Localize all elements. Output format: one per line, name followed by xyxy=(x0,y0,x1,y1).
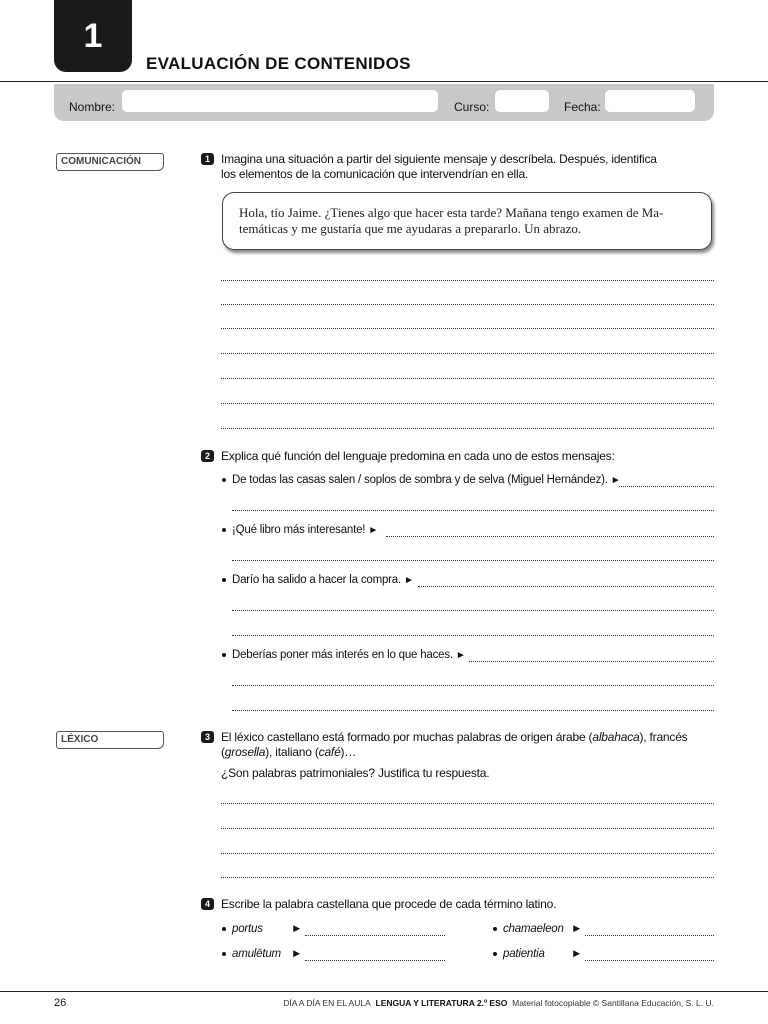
answer-line[interactable] xyxy=(232,635,714,636)
q4-term-2 xyxy=(222,948,281,960)
footer-copyright: Material fotocopiable © Santillana Educación, S. L. U. xyxy=(512,998,714,1008)
q3-example-albahaca: albahaca xyxy=(592,730,640,744)
answer-line[interactable] xyxy=(418,586,714,587)
q3-example-grosella: grosella xyxy=(224,745,266,759)
bullet-icon xyxy=(222,478,226,482)
answer-line[interactable] xyxy=(221,428,714,429)
answer-line[interactable] xyxy=(386,536,714,537)
question-2-number: 2 xyxy=(201,450,214,462)
header-divider xyxy=(0,81,768,82)
arrow-icon: ► xyxy=(368,525,379,536)
bullet-icon xyxy=(222,952,226,956)
answer-line[interactable] xyxy=(232,685,714,686)
date-label: Fecha: xyxy=(564,100,601,114)
q4-term-3 xyxy=(493,923,564,935)
q3-example-cafe: café xyxy=(318,745,341,759)
bullet-icon xyxy=(493,952,497,956)
footer-divider xyxy=(0,991,768,992)
latin-term: portus xyxy=(232,923,263,935)
answer-line[interactable] xyxy=(232,610,714,611)
question-1-number: 1 xyxy=(201,153,214,165)
q2-item-1 xyxy=(222,474,620,486)
question-4-number: 4 xyxy=(201,898,214,910)
question-3-line-1 xyxy=(221,730,688,745)
answer-line[interactable] xyxy=(619,486,714,487)
answer-line[interactable] xyxy=(305,935,445,936)
latin-term: amulētum xyxy=(232,948,281,960)
arrow-icon: ► xyxy=(571,948,583,960)
date-field[interactable] xyxy=(605,90,695,112)
q2-item-3-text: Darío ha salido a hacer la compra. xyxy=(232,574,401,586)
answer-line[interactable] xyxy=(232,510,714,511)
arrow-icon: ► xyxy=(571,923,583,935)
arrow-icon: ► xyxy=(291,923,303,935)
course-label: Curso: xyxy=(454,100,490,114)
q2-item-2-text: ¡Qué libro más interesante! xyxy=(232,524,366,536)
footer-book-title: LENGUA Y LITERATURA 2.º ESO xyxy=(375,998,508,1008)
answer-line[interactable] xyxy=(221,378,714,379)
section-tag-comunicacion: COMUNICACIÓN xyxy=(56,153,164,171)
q3-text-part: ), francés xyxy=(639,730,688,744)
name-label: Nombre: xyxy=(69,100,116,114)
arrow-icon: ► xyxy=(455,650,466,661)
latin-term: patientia xyxy=(503,948,545,960)
answer-line[interactable] xyxy=(221,853,714,854)
q2-item-2 xyxy=(222,524,378,536)
answer-line[interactable] xyxy=(221,328,714,329)
question-1-line-1: Imagina una situación a partir del siguiente mensaje y descríbela. Después, identifica xyxy=(221,152,657,166)
q2-item-3 xyxy=(222,574,414,586)
answer-line[interactable] xyxy=(221,280,714,281)
q4-term-1 xyxy=(222,923,263,935)
answer-line[interactable] xyxy=(221,304,714,305)
question-4-text: Escribe la palabra castellana que procede de cada término latino. xyxy=(221,897,557,911)
q3-text-part: El léxico castellano está formado por muchas palabras de origen árabe ( xyxy=(221,730,593,744)
answer-line[interactable] xyxy=(305,960,445,961)
section-tag-lexico: LÉXICO xyxy=(56,731,164,749)
footer-series: DÍA A DÍA EN EL AULA xyxy=(283,998,371,1008)
question-2-text: Explica qué función del lenguaje predomina en cada uno de estos mensajes: xyxy=(221,449,615,463)
question-1-text xyxy=(221,152,657,182)
q3-text-part: )… xyxy=(340,745,357,759)
bullet-icon xyxy=(222,653,226,657)
message-line-2: temáticas y me gustaría que me ayudaras a prepararlo. Un abrazo. xyxy=(239,221,582,236)
question-3-number: 3 xyxy=(201,731,214,743)
name-field[interactable] xyxy=(122,90,438,112)
q2-item-4-text: Deberías poner más interés en lo que haces. xyxy=(232,649,453,661)
answer-line[interactable] xyxy=(585,935,714,936)
bullet-icon xyxy=(222,528,226,532)
answer-line[interactable] xyxy=(221,828,714,829)
arrow-icon: ► xyxy=(610,475,621,486)
q2-item-4 xyxy=(222,649,466,661)
answer-line[interactable] xyxy=(232,710,714,711)
bullet-icon xyxy=(222,578,226,582)
unit-number-tab xyxy=(54,0,132,72)
q3-text-part: ( xyxy=(221,745,225,759)
arrow-icon: ► xyxy=(404,575,414,586)
answer-line[interactable] xyxy=(469,661,714,662)
q2-item-1-text: De todas las casas salen / soplos de sombra y de selva (Miguel Hernández). xyxy=(232,474,608,486)
answer-line[interactable] xyxy=(221,353,714,354)
question-1-line-2: los elementos de la comunicación que intervendrían en ella. xyxy=(221,167,529,181)
bullet-icon xyxy=(493,927,497,931)
answer-line[interactable] xyxy=(232,560,714,561)
answer-line[interactable] xyxy=(221,803,714,804)
message-line-1: Hola, tío Jaime. ¿Tienes algo que hacer esta tarde? Mañana tengo examen de Ma- xyxy=(239,205,664,220)
course-field[interactable] xyxy=(495,90,549,112)
page-title: EVALUACIÓN DE CONTENIDOS xyxy=(146,54,411,73)
page-number: 26 xyxy=(54,997,67,1009)
answer-line[interactable] xyxy=(221,877,714,878)
answer-line[interactable] xyxy=(585,960,714,961)
bullet-icon xyxy=(222,927,226,931)
latin-term: chamaeleon xyxy=(503,923,564,935)
question-3-text xyxy=(221,730,688,781)
arrow-icon: ► xyxy=(291,948,303,960)
footer-text xyxy=(283,998,714,1008)
student-info-bar xyxy=(54,84,714,121)
message-box xyxy=(222,192,712,250)
answer-line[interactable] xyxy=(221,403,714,404)
q3-text-part: ), italiano ( xyxy=(265,745,319,759)
question-3-line-2 xyxy=(221,745,688,760)
question-3-prompt: ¿Son palabras patrimoniales? Justifica tu respuesta. xyxy=(221,766,490,780)
unit-number: 1 xyxy=(83,16,103,55)
q4-term-4 xyxy=(493,948,545,960)
